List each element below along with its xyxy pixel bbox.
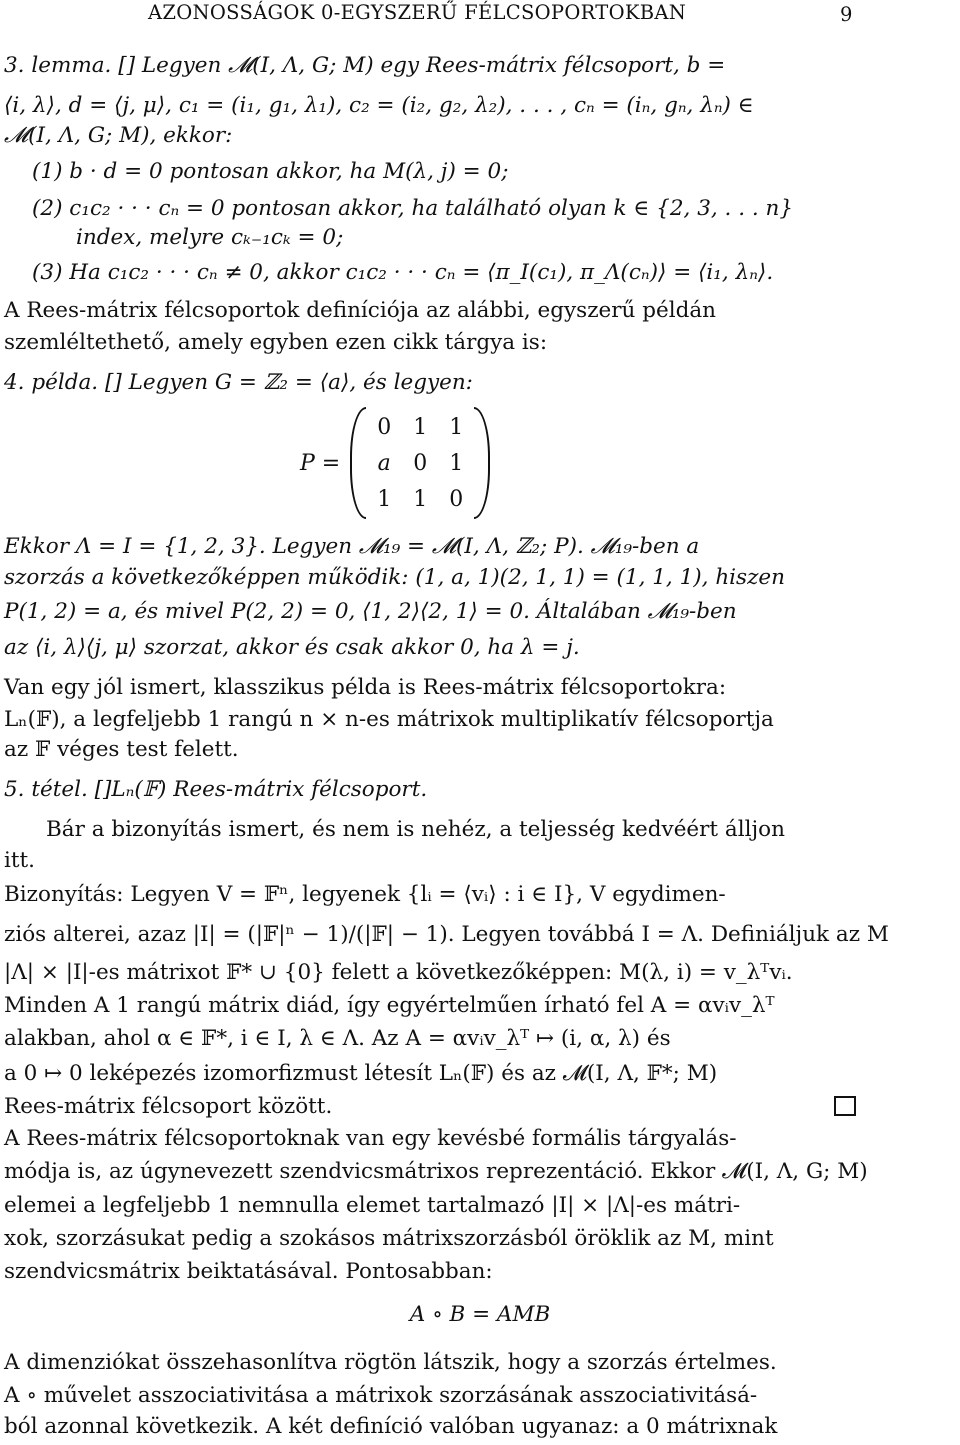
page-number: 9	[840, 3, 853, 26]
proof-line: |Λ| × |I|-es mátrixot 𝔽* ∪ {0} felett a következőképpen: M(λ, i) = v_λᵀvᵢ.	[4, 960, 793, 985]
example-body-line: az ⟨i, λ⟩⟨j, μ⟩ szorzat, akkor és csak akkor 0, ha λ = j.	[4, 635, 580, 660]
body-line: módja is, az úgynevezett szendvicsmátrixos reprezentáció. Ekkor 𝓜(I, Λ, G; M)	[4, 1159, 868, 1184]
proof-line: Bizonyítás: Legyen V = 𝔽ⁿ, legyenek {lᵢ = ⟨vᵢ⟩ : i ∈ I}, V egydimen-	[4, 882, 726, 907]
lemma-3-line-1: 3. lemma. [] Legyen 𝓜(I, Λ, G; M) egy Rees-mátrix félcsoport, b =	[4, 53, 726, 78]
matrix-lhs: P =	[300, 450, 341, 476]
matrix-cell: 0	[449, 486, 464, 512]
display-equation: A ∘ B = AMB	[409, 1302, 551, 1327]
right-paren	[474, 407, 490, 519]
running-title: AZONOSSÁGOK 0-EGYSZERŰ FÉLCSOPORTOKBAN	[148, 1, 687, 24]
example-body-line: szorzás a következőképpen működik: (1, a, 1)(2, 1, 1) = (1, 1, 1), hiszen	[4, 565, 785, 590]
example-4-heading: 4. példa. [] Legyen G = ℤ₂ = ⟨a⟩, és legyen:	[4, 370, 473, 395]
body-line: elemei a legfeljebb 1 nemnulla elemet tartalmazó |I| × |Λ|-es mátri-	[4, 1193, 741, 1218]
body-line: A dimenziókat összehasonlítva rögtön látszik, hogy a szorzás értelmes.	[4, 1350, 777, 1375]
body-line: szendvicsmátrix beiktatásával. Pontosabban:	[4, 1259, 493, 1284]
body-line: A Rees-mátrix félcsoportok definíciója az alábbi, egyszerű példán	[4, 298, 717, 323]
body-line: szemléltethető, amely egyben ezen cikk tárgya is:	[4, 330, 548, 355]
matrix-cell: 1	[377, 486, 392, 512]
proof-line: a 0 ↦ 0 leképezés izomorfizmust létesít Lₙ(𝔽) és az 𝓜(I, Λ, 𝔽*; M)	[4, 1061, 718, 1086]
theorem-5: 5. tétel. []Lₙ(𝔽) Rees-mátrix félcsoport.	[4, 777, 428, 802]
body-line: A ∘ művelet asszociativitása a mátrixok szorzásának asszociativitásá-	[4, 1383, 758, 1408]
proof-line: Rees-mátrix félcsoport között.	[4, 1094, 333, 1119]
body-line: Lₙ(𝔽), a legfeljebb 1 rangú n × n-es mátrixok multiplikatív félcsoportja	[4, 707, 774, 732]
example-body-line: Ekkor Λ = I = {1, 2, 3}. Legyen 𝓜₁₉ = 𝓜(I, Λ, ℤ₂; P). 𝓜₁₉-ben a	[4, 534, 700, 559]
lemma-3-line-3: 𝓜(I, Λ, G; M), ekkor:	[4, 123, 233, 148]
body-line: xok, szorzásukat pedig a szokásos mátrixszorzásból öröklik az M, mint	[4, 1226, 774, 1251]
matrix-grid	[366, 409, 474, 517]
matrix-p	[300, 400, 490, 526]
lemma-3-line-2: ⟨i, λ⟩, d = ⟨j, μ⟩, c₁ = (i₁, g₁, λ₁), c₂ = (i₂, g₂, λ₂), . . . , cₙ = (iₙ, gₙ, λₙ) ∈	[4, 93, 754, 118]
matrix-cell: a	[377, 450, 391, 476]
matrix-cell: 1	[449, 450, 464, 476]
proof-line: ziós alterei, azaz |I| = (|𝔽|ⁿ − 1)/(|𝔽| − 1). Legyen továbbá I = Λ. Definiáljuk az M	[4, 922, 889, 947]
matrix-cell: 0	[377, 414, 392, 440]
body-line: az 𝔽 véges test felett.	[4, 737, 239, 762]
body-line: A Rees-mátrix félcsoportoknak van egy kevésbé formális tárgyalás-	[4, 1126, 737, 1151]
body-line: Van egy jól ismert, klasszikus példa is Rees-mátrix félcsoportokra:	[4, 675, 727, 700]
example-body-line: P(1, 2) = a, és mivel P(2, 2) = 0, ⟨1, 2⟩⟨2, 1⟩ = 0. Általában 𝓜₁₉-ben	[4, 599, 737, 624]
matrix-cell: 1	[449, 414, 464, 440]
lemma-3-item-3: (3) Ha c₁c₂ · · · cₙ ≠ 0, akkor c₁c₂ · · · cₙ = ⟨π_I(c₁), π_Λ(cₙ)⟩ = ⟨i₁, λₙ⟩.	[32, 260, 774, 285]
lemma-3-item-2: (2) c₁c₂ · · · cₙ = 0 pontosan akkor, ha található olyan k ∈ {2, 3, . . . n}	[32, 196, 794, 221]
proof-line: alakban, ahol α ∈ 𝔽*, i ∈ I, λ ∈ Λ. Az A = αvᵢv_λᵀ ↦ (i, α, λ) és	[4, 1026, 671, 1051]
body-line: itt.	[4, 848, 35, 873]
lemma-3-item-1: (1) b · d = 0 pontosan akkor, ha M(λ, j) = 0;	[32, 159, 509, 184]
body-line: Bár a bizonyítás ismert, és nem is nehéz, a teljesség kedvéért álljon	[46, 817, 785, 842]
matrix-cell: 0	[413, 450, 428, 476]
matrix-cell: 1	[413, 486, 428, 512]
lemma-3-item-2-cont: index, melyre cₖ₋₁cₖ = 0;	[76, 225, 344, 250]
left-paren	[350, 407, 366, 519]
qed-square	[834, 1096, 856, 1116]
body-line: ból azonnal következik. A két definíció valóban ugyanaz: a 0 mátrixnak	[4, 1414, 778, 1439]
proof-line: Minden A 1 rangú mátrix diád, így egyértelműen írható fel A = αvᵢv_λᵀ	[4, 993, 775, 1018]
matrix-cell: 1	[413, 414, 428, 440]
